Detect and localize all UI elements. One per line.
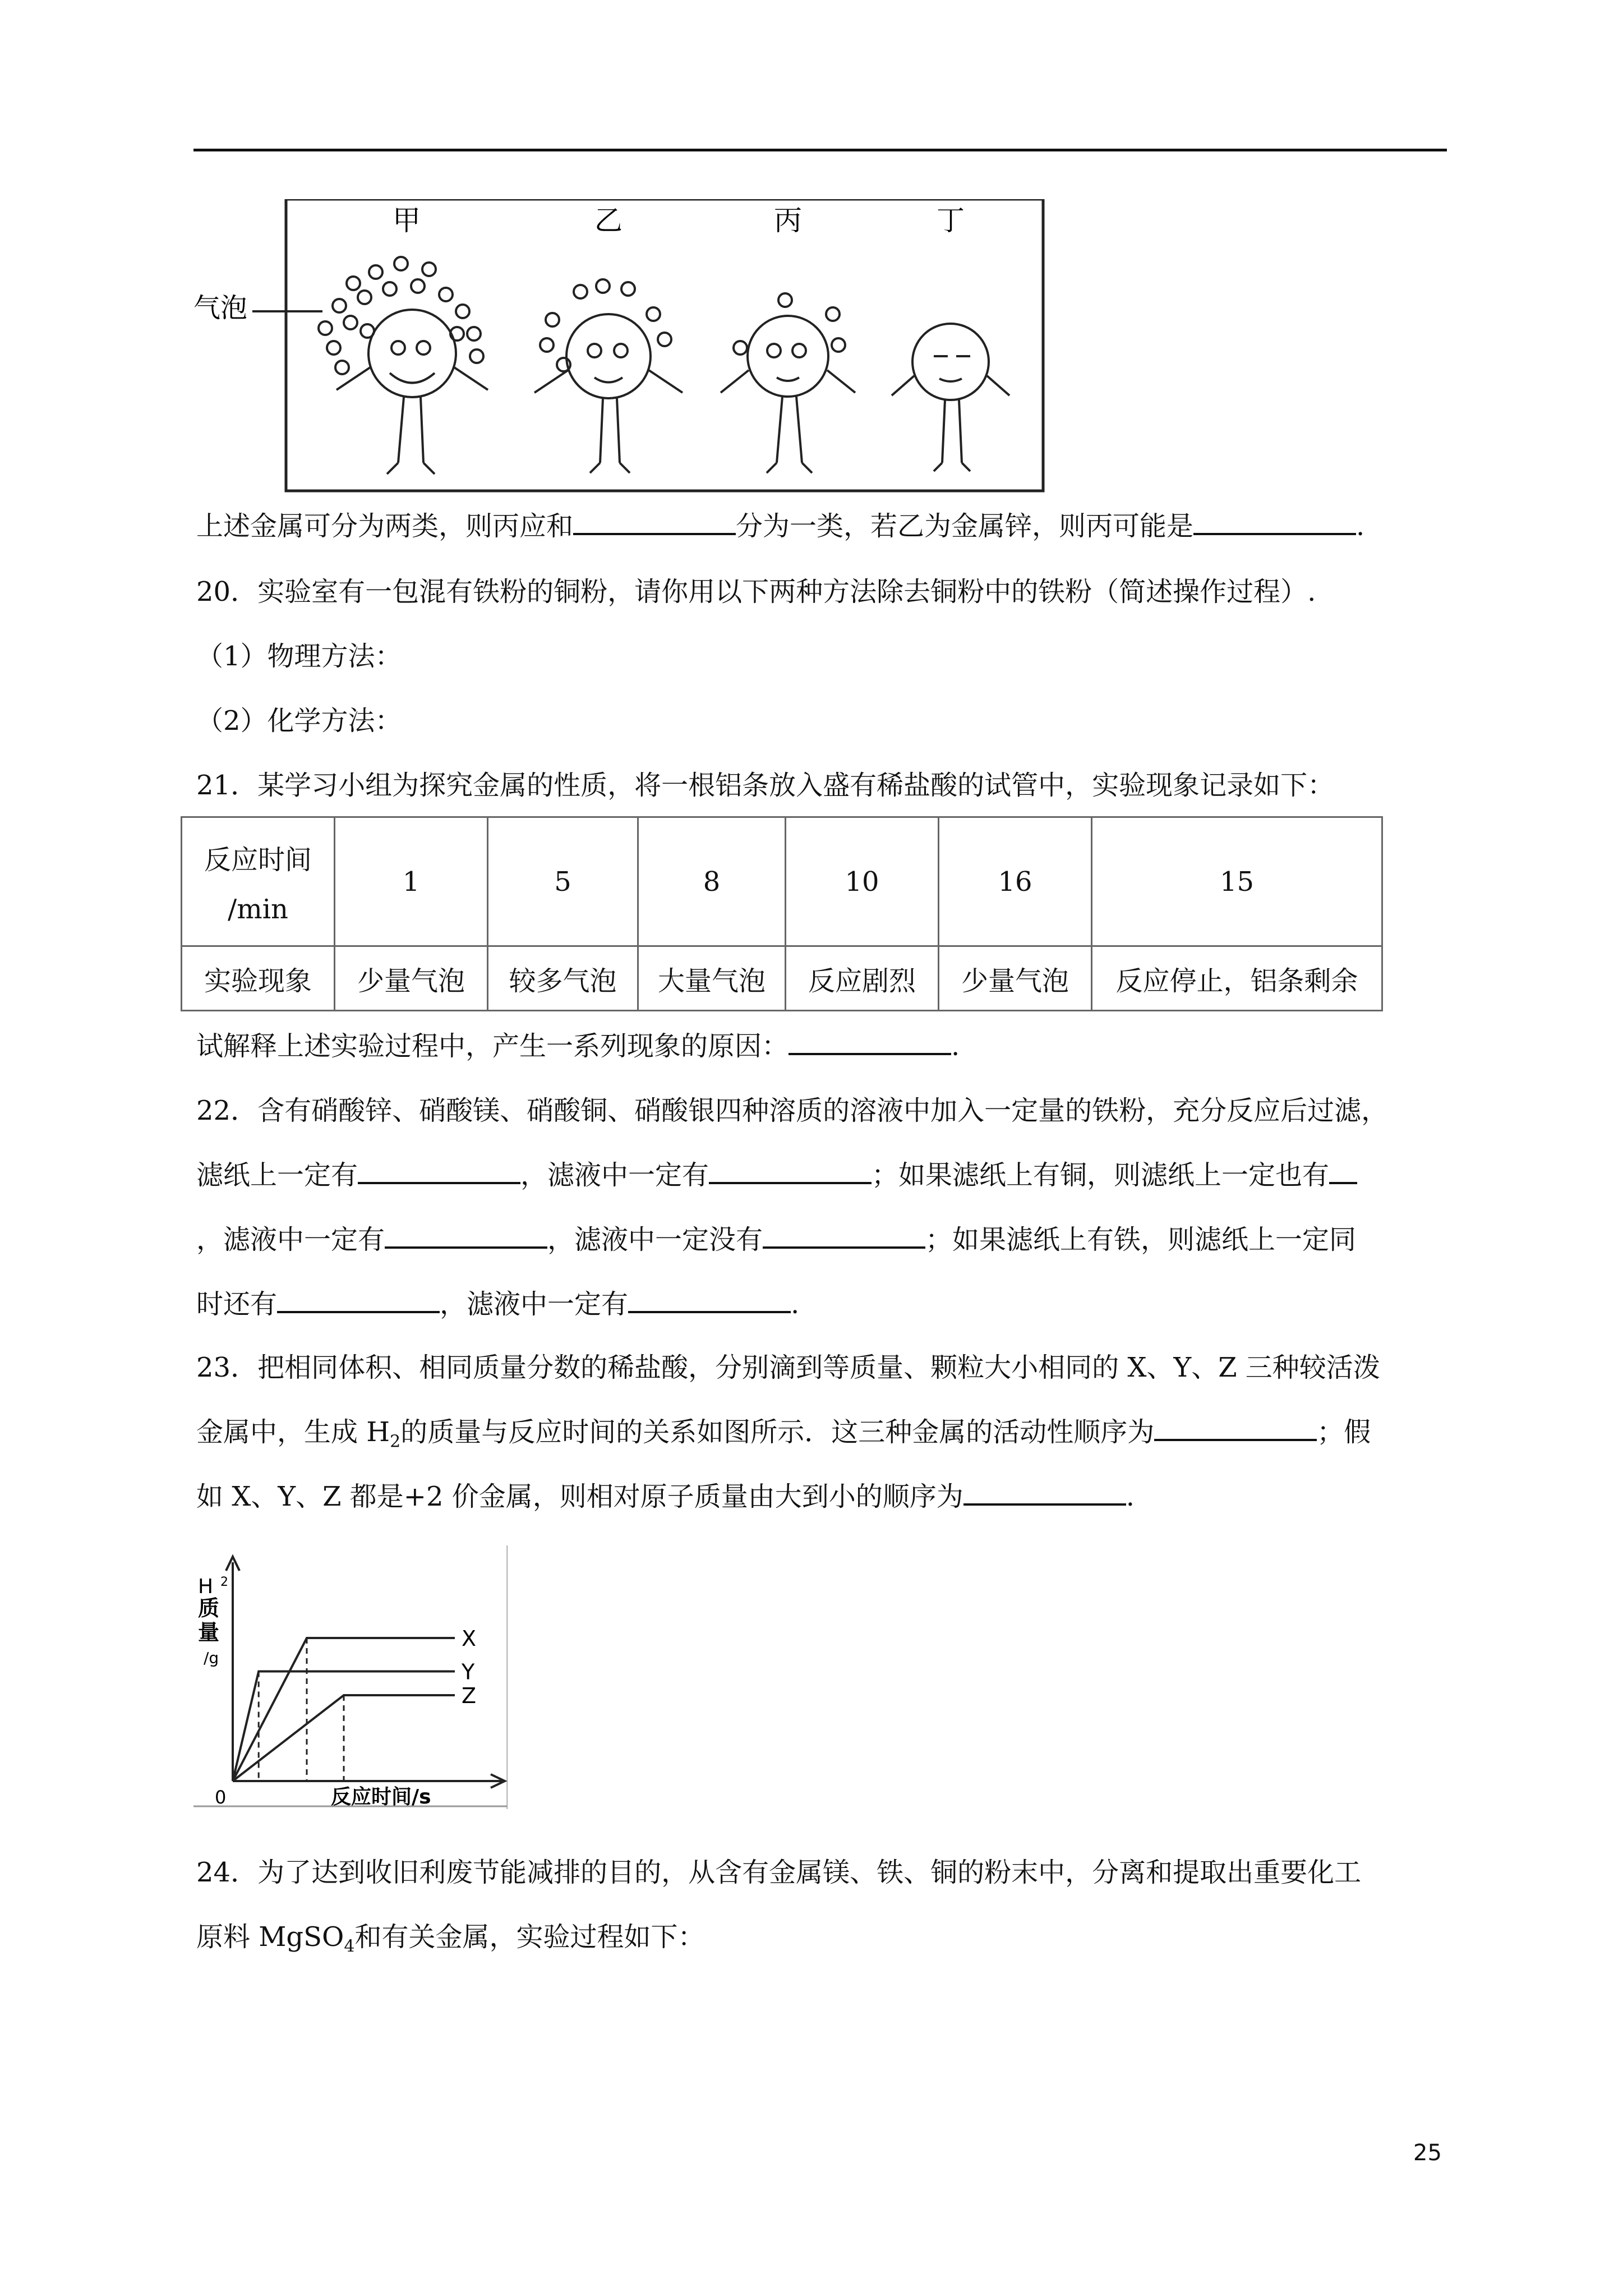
q19-text: 上述金属可分为两类，则丙应和 分为一类，若乙为金属锌，则丙可能是 .	[196, 510, 1365, 542]
q19-blank-1[interactable]	[573, 510, 736, 535]
q20-sub1: （1）物理方法：	[196, 641, 402, 672]
metal-bubbles-figure	[193, 199, 1052, 496]
table-cell: 少量气泡	[335, 946, 488, 1011]
x-axis-label: 反应时间/s	[331, 1786, 431, 1809]
q22-blank-5[interactable]	[763, 1224, 925, 1249]
q21-text: 21．某学习小组为探究金属的性质，将一根铝条放入盛有稀盐酸的试管中，实验现象记录如下：	[196, 770, 1335, 801]
q23-blank-2[interactable]	[963, 1481, 1126, 1506]
q24-line1: 24．为了达到收旧利废节能减排的目的，从含有金属镁、铁、铜的粉末中，分离和提取出重要化工	[196, 1857, 1362, 1888]
table-cell: 5	[488, 817, 638, 946]
table-cell: 16	[939, 817, 1092, 946]
q22-line4: 时还有 ，滤液中一定有 .	[196, 1289, 800, 1320]
svg-text:量: 量	[198, 1620, 220, 1645]
q23-line1: 23．把相同体积、相同质量分数的稀盐酸，分别滴到等质量、颗粒大小相同的 X、Y、Z 三种较活泼	[196, 1352, 1380, 1383]
q19-blank-2[interactable]	[1193, 510, 1356, 535]
label-yi: 乙	[594, 204, 623, 237]
label-bing: 丙	[774, 204, 802, 237]
table-cell: 1	[335, 817, 488, 946]
page-number: 25	[1413, 2140, 1442, 2166]
label-jia: 甲	[393, 204, 421, 237]
svg-text:/g: /g	[204, 1649, 219, 1667]
table-cell: 10	[786, 817, 939, 946]
q20-text: 20．实验室有一包混有铁粉的铜粉，请你用以下两种方法除去铜粉中的铁粉（简述操作过程）.	[196, 576, 1316, 608]
q20-sub2: （2）化学方法：	[196, 705, 402, 737]
q23-blank-1[interactable]	[1154, 1416, 1317, 1441]
q21-explain: 试解释上述实验过程中，产生一系列现象的原因： .	[196, 1030, 960, 1062]
svg-text:2: 2	[220, 1575, 228, 1589]
q22-blank-6[interactable]	[277, 1289, 440, 1313]
q24-line2: 原料 MgSO$_4$和有关金属，实验过程如下：	[196, 1921, 705, 1957]
origin-label: 0	[215, 1787, 227, 1808]
table-row	[182, 817, 1382, 946]
q22-line2: 滤纸上一定有 ，滤液中一定有 ；如果滤纸上有铜，则滤纸上一定也有	[196, 1158, 1357, 1192]
q23-line2: 金属中，生成 $H_2$的质量与反应时间的关系如图所示．这三种金属的活动性顺序为 ；假	[196, 1416, 1371, 1452]
bubble-label: 气泡	[193, 292, 248, 324]
q23-line3: 如 X、Y、Z 都是+2 价金属，则相对原子质量由大到小的顺序为 .	[196, 1481, 1135, 1512]
table-cell: 反应剧烈	[786, 946, 939, 1011]
y-axis-label-h: H	[198, 1575, 214, 1598]
series-label-x: X	[462, 1626, 477, 1651]
table-cell: 较多气泡	[488, 946, 638, 1011]
series-label-y: Y	[462, 1659, 475, 1685]
q22-line3: ，滤液中一定有 ，滤液中一定没有 ；如果滤纸上有铁，则滤纸上一定同	[196, 1224, 1357, 1255]
h2-mass-chart	[193, 1545, 508, 1809]
q22-blank-7[interactable]	[628, 1289, 791, 1313]
label-ding: 丁	[937, 204, 965, 237]
table-cell: 15	[1092, 817, 1382, 946]
table-cell: 8	[638, 817, 786, 946]
q22-blank-1[interactable]	[358, 1159, 520, 1184]
q22-blank-4[interactable]	[385, 1224, 547, 1249]
q21-blank[interactable]	[789, 1030, 951, 1055]
table-header-phenomenon: 实验现象	[182, 946, 335, 1011]
table-cell: 少量气泡	[939, 946, 1092, 1011]
table-cell: 大量气泡	[638, 946, 786, 1011]
observation-table	[181, 816, 1383, 1011]
q22-blank-2[interactable]	[709, 1159, 872, 1184]
q22-line1: 22．含有硝酸锌、硝酸镁、硝酸铜、硝酸银四种溶质的溶液中加入一定量的铁粉，充分反应后过滤，	[196, 1095, 1389, 1126]
header-rule	[193, 149, 1447, 151]
table-header-time: 反应时间 /min	[182, 817, 335, 946]
q22-blank-3[interactable]	[1329, 1159, 1357, 1184]
series-label-z: Z	[462, 1683, 477, 1708]
svg-text:质: 质	[198, 1596, 220, 1621]
table-cell: 反应停止，铝条剩余	[1092, 946, 1382, 1011]
table-row	[182, 946, 1382, 1011]
